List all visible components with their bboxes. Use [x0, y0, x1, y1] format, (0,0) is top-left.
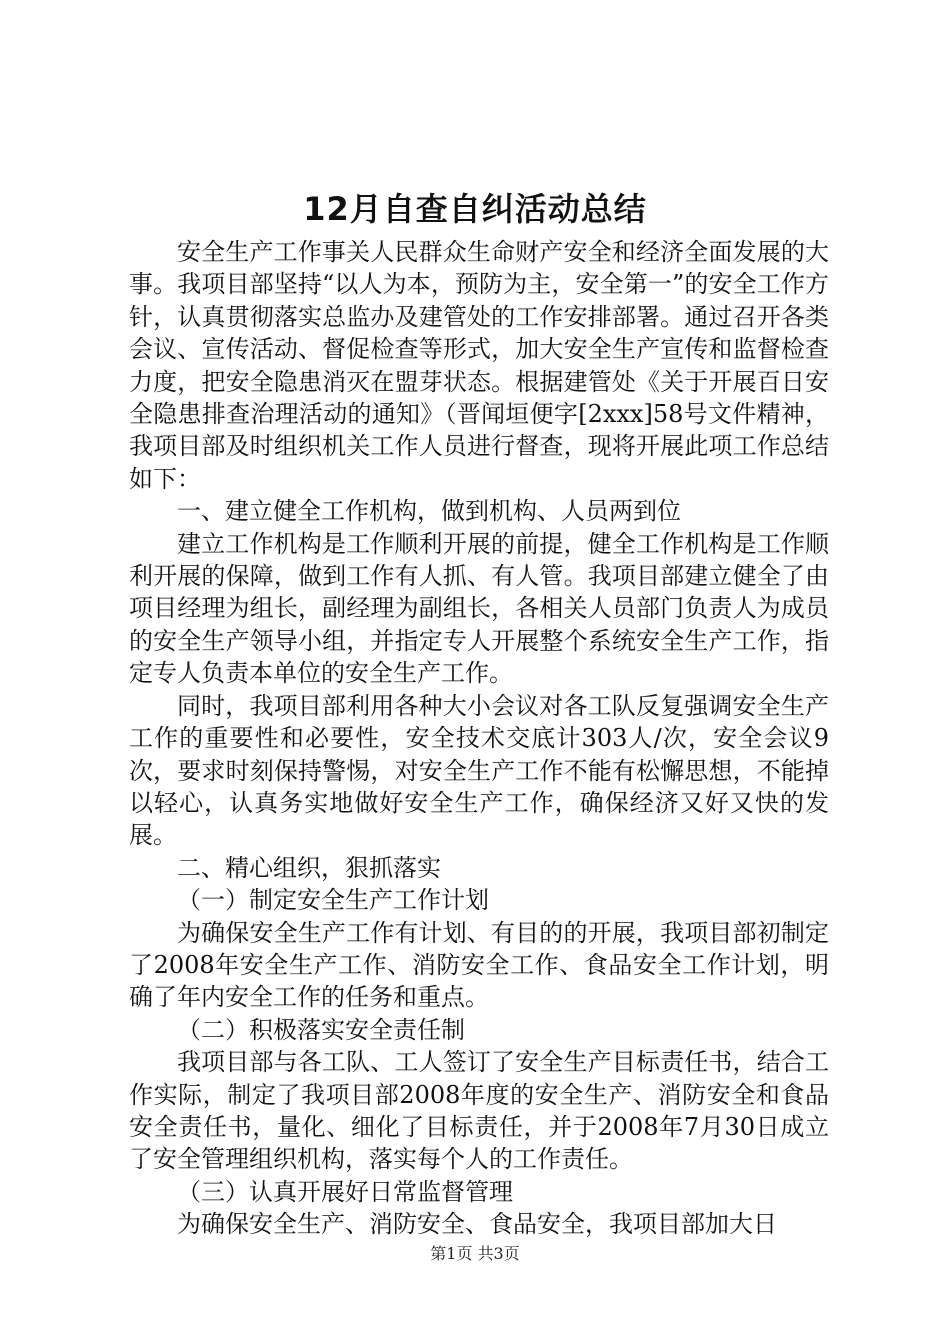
paragraph-supervision: 为确保安全生产、消防安全、食品安全，我项目部加大日	[177, 1210, 777, 1239]
subsection-heading-2: （二）积极落实安全责任制	[177, 1015, 465, 1044]
paragraph-responsibility: 我项目部与各工队、工人签订了安全生产目标责任书，结合工作实际，制定了我项目部2008年度的安全生产、消防安全和食品安全责任书，量化、细化了目标责任，并于2008年7月30日成立了安全管理组织机构，落实每个人的工作责任。	[129, 1048, 829, 1174]
document-body	[129, 236, 829, 1241]
page-number-footer: 第1页 共3页	[430, 1244, 520, 1263]
paragraph-plan: 为确保安全生产工作有计划、有目的的开展，我项目部初制定了2008年安全生产工作、消防安全工作、食品安全工作计划，明确了年内安全工作的任务和重点。	[129, 918, 829, 1012]
section-heading-1: 一、建立健全工作机构，做到机构、人员两到位	[177, 497, 681, 526]
section-heading-2: 二、精心组织，狠抓落实	[177, 853, 441, 882]
paragraph-meetings: 同时，我项目部利用各种大小会议对各工队反复强调安全生产工作的重要性和必要性，安全技术交底计303人/次，安全会议9次，要求时刻保持警惕，对安全生产工作不能有松懈思想，不能掉以轻心，认真务实地做好安全生产工作，确保经济又好又快的发展。	[129, 691, 829, 850]
paragraph-intro: 安全生产工作事关人民群众生命财产安全和经济全面发展的大事。我项目部坚持“以人为本，预防为主，安全第一”的安全工作方针，认真贯彻落实总监办及建管处的工作安排部署。通过召开各类会议、宣传活动、督促检查等形式，加大安全生产宣传和监督检查力度，把安全隐患消灭在盟芽状态。根据建管处《关于开展百日安全隐患排查治理活动的通知》（晋闻垣便字[2xxx]58号文件精神，我项目部及时组织机关工作人员进行督查，现将开展此项工作总结如下：	[129, 238, 829, 493]
paragraph-organization: 建立工作机构是工作顺利开展的前提，健全工作机构是工作顺利开展的保障，做到工作有人抓、有人管。我项目部建立健全了由项目经理为组长，副经理为副组长，各相关人员部门负责人为成员的安全生产领导小组，并指定专人开展整个系统安全生产工作，指定专人负责本单位的安全生产工作。	[129, 529, 829, 688]
subsection-heading-3: （三）认真开展好日常监督管理	[177, 1177, 513, 1206]
subsection-heading-1: （一）制定安全生产工作计划	[177, 886, 489, 915]
document-title: 12月自查自纠活动总结	[303, 190, 647, 228]
